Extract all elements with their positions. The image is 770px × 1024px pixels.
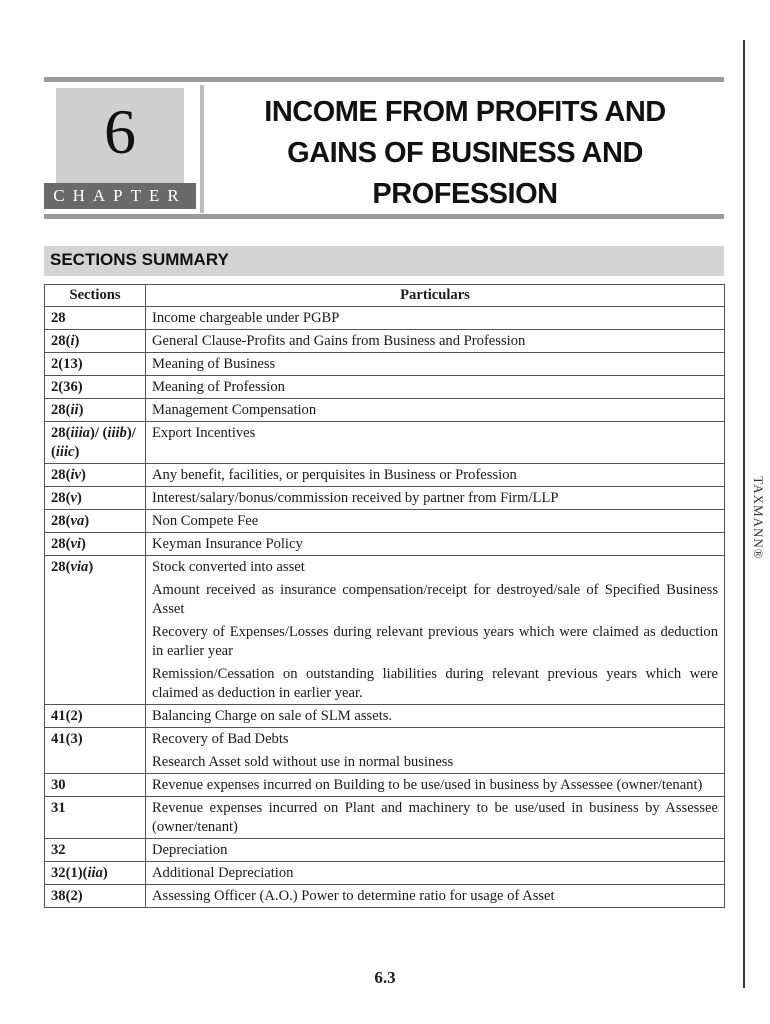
header-rule-bottom	[44, 214, 724, 219]
table-row	[45, 487, 725, 510]
particulars-cell	[146, 399, 725, 422]
watermark-text: TAXMANN®	[751, 476, 766, 560]
section-cell: 32(1)(iia)	[45, 862, 146, 885]
sections-summary-table	[44, 284, 725, 908]
particulars-line: Meaning of Business	[152, 356, 276, 372]
publisher-watermark	[748, 470, 768, 570]
header-rule-top	[44, 77, 724, 82]
table-row	[45, 353, 725, 376]
page-number: 6.3	[374, 968, 396, 987]
particulars-cell	[146, 705, 725, 728]
section-cell: 28(iv)	[45, 464, 146, 487]
chapter-number: 6	[104, 96, 136, 167]
chapter-title-line: INCOME FROM PROFITS AND	[264, 96, 666, 128]
table-row	[45, 839, 725, 862]
table-body	[45, 307, 725, 908]
particulars-line: Amount received as insurance compensation/receipt for destroyed/sale of Specified Business Asset	[152, 582, 718, 617]
table-row	[45, 797, 725, 839]
particulars-line: Income chargeable under PGBP	[152, 310, 340, 326]
particulars-line: Remission/Cessation on outstanding liabilities during relevant previous years which were claimed as deduction in earlier year.	[152, 666, 718, 701]
section-cell: 41(3)	[45, 728, 146, 774]
particulars-cell	[146, 376, 725, 399]
table-row	[45, 422, 725, 464]
section-cell: 28(ii)	[45, 399, 146, 422]
table-row	[45, 510, 725, 533]
page-edge-line	[743, 40, 745, 988]
chapter-title-line: PROFESSION	[372, 178, 558, 210]
table-row	[45, 705, 725, 728]
section-cell: 28(v)	[45, 487, 146, 510]
particulars-line: Recovery of Bad Debts	[152, 731, 289, 747]
particulars-line: Stock converted into asset	[152, 559, 305, 575]
section-cell: 2(36)	[45, 376, 146, 399]
particulars-line: Management Compensation	[152, 402, 317, 418]
table-row	[45, 330, 725, 353]
table-row	[45, 728, 725, 774]
particulars-line: General Clause-Profits and Gains from Business and Profession	[152, 333, 526, 349]
particulars-cell	[146, 885, 725, 908]
section-cell: 32	[45, 839, 146, 862]
chapter-title-line: GAINS OF BUSINESS AND	[287, 137, 643, 169]
section-cell: 28(via)	[45, 556, 146, 705]
column-header-particulars: Particulars	[146, 285, 725, 307]
particulars-line: Interest/salary/bonus/commission received by partner from Firm/LLP	[152, 490, 559, 506]
section-cell: 28	[45, 307, 146, 330]
particulars-cell	[146, 556, 725, 705]
section-cell: 41(2)	[45, 705, 146, 728]
chapter-label: CHAPTER	[44, 183, 196, 209]
section-cell: 28(vi)	[45, 533, 146, 556]
particulars-line: Keyman Insurance Policy	[152, 536, 303, 552]
table-row	[45, 774, 725, 797]
particulars-cell	[146, 510, 725, 533]
particulars-cell	[146, 307, 725, 330]
particulars-cell	[146, 330, 725, 353]
particulars-line: Non Compete Fee	[152, 513, 259, 529]
table-row	[45, 464, 725, 487]
particulars-line: Recovery of Expenses/Losses during relevant previous years which were claimed as deduction in earlier year	[152, 624, 718, 659]
particulars-line: Assessing Officer (A.O.) Power to determine ratio for usage of Asset	[152, 888, 555, 904]
particulars-cell	[146, 774, 725, 797]
table-row	[45, 556, 725, 705]
table-row	[45, 862, 725, 885]
particulars-line: Additional Depreciation	[152, 865, 294, 881]
column-header-sections: Sections	[45, 285, 146, 307]
particulars-line: Research Asset sold without use in normal business	[152, 754, 454, 770]
particulars-line: Revenue expenses incurred on Building to be use/used in business by Assessee (owner/tenant)	[152, 777, 703, 793]
particulars-cell	[146, 422, 725, 464]
particulars-cell	[146, 839, 725, 862]
table-row	[45, 307, 725, 330]
particulars-line: Export Incentives	[152, 425, 256, 441]
table-row	[45, 533, 725, 556]
section-cell: 30	[45, 774, 146, 797]
section-cell: 38(2)	[45, 885, 146, 908]
table-row	[45, 885, 725, 908]
particulars-line: Revenue expenses incurred on Plant and machinery to be use/used in business by Assessee (owner/tenant)	[152, 800, 718, 835]
particulars-cell	[146, 464, 725, 487]
section-cell: 28(va)	[45, 510, 146, 533]
section-cell: 31	[45, 797, 146, 839]
particulars-line: Depreciation	[152, 842, 228, 858]
particulars-cell	[146, 533, 725, 556]
table-header-row	[45, 285, 725, 307]
section-cell: 2(13)	[45, 353, 146, 376]
particulars-cell	[146, 862, 725, 885]
table-row	[45, 399, 725, 422]
sections-summary-heading-bar	[44, 246, 724, 276]
section-cell: 28(iiia)/ (iiib)/ (iiic)	[45, 422, 146, 464]
section-cell: 28(i)	[45, 330, 146, 353]
particulars-cell	[146, 353, 725, 376]
particulars-line: Any benefit, facilities, or perquisites in Business or Profession	[152, 467, 517, 483]
particulars-line: Balancing Charge on sale of SLM assets.	[152, 708, 393, 724]
particulars-cell	[146, 487, 725, 510]
sections-summary-heading: SECTIONS SUMMARY	[50, 250, 229, 269]
chapter-separator	[200, 85, 204, 213]
chapter-title	[210, 92, 720, 215]
particulars-line: Meaning of Profession	[152, 379, 285, 395]
particulars-cell	[146, 797, 725, 839]
table-row	[45, 376, 725, 399]
particulars-cell	[146, 728, 725, 774]
